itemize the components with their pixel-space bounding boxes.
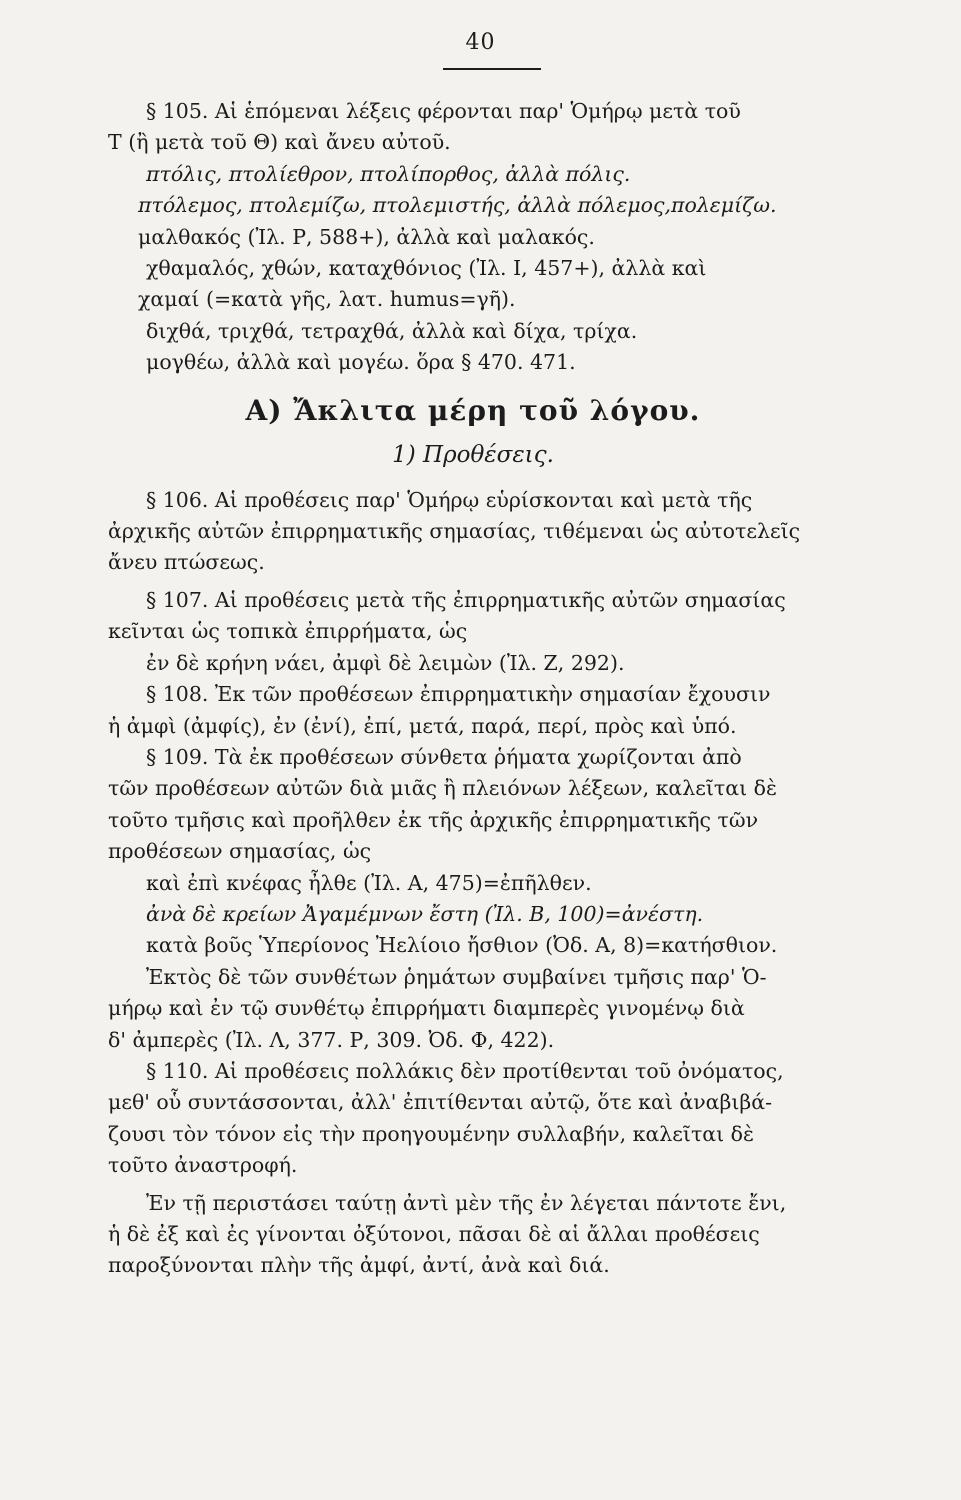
page-body [108,96,838,1282]
text-line: § 106. Αἱ προθέσεις παρ' Ὁμήρῳ εὑρίσκονται καὶ μετὰ τῆς [146,487,753,512]
section-heading: Α) Ἄκλιτα μέρη τοῦ λόγου. [245,393,701,427]
text-line: Ἐκτὸς δὲ τῶν συνθέτων ῥημάτων συμβαίνει τμῆσις παρ' Ὁ- [146,964,767,989]
text-line: Τ (ἢ μετὰ τοῦ Θ) καὶ ἄνευ αὐτοῦ. [108,130,451,155]
text-line: μήρῳ καὶ ἐν τῷ συνθέτῳ ἐπιρρήματι διαμπερὲς γινομένῳ διὰ [108,996,745,1021]
text-line: κεῖνται ὡς τοπικὰ ἐπιρρήματα, ὡς [108,619,468,644]
text-line: πτόλις, πτολίεθρον, πτολίπορθος, ἀλλὰ πόλις. [146,161,631,186]
paragraph-107 [108,585,838,679]
paragraph-109 [108,742,838,1056]
text-line: παροξύνονται πλὴν τῆς ἀμφί, ἀντί, ἀνὰ καὶ διά. [108,1253,610,1278]
text-line: δ' ἀμπερὲς (Ἰλ. Λ, 377. Ρ, 309. Ὀδ. Φ, 422). [108,1027,555,1052]
text-line: προθέσεων σημασίας, ὡς [108,839,372,864]
text-line: κατὰ βοῦς Ὑπερίονος Ἠελίοιο ἤσθιον (Ὀδ. Α, 8)=κατήσθιον. [146,933,778,958]
text-line: § 105. Αἱ ἑπόμεναι λέξεις φέρονται παρ' Ὁμήρῳ μετὰ τοῦ [146,99,741,123]
text-line: ἡ ἀμφὶ (ἀμφίς), ἐν (ἐνί), ἐπί, μετά, παρά, περί, πρὸς καὶ ὑπό. [108,713,737,738]
page-number: 40 [465,30,496,55]
text-line: § 107. Αἱ προθέσεις μετὰ τῆς ἐπιρρηματικῆς αὐτῶν σημασίας [146,587,786,612]
paragraph-110-continued [108,1188,838,1282]
page-number-rule [443,68,541,70]
text-line: ἀνὰ δὲ κρείων Ἀγαμέμνων ἔστη (Ἰλ. Β, 100)=ἀνέστη. [146,901,704,926]
paragraph-106 [108,485,838,579]
text-line: § 108. Ἐκ τῶν προθέσεων ἐπιρρηματικὴν σημασίαν ἔχουσιν [146,682,771,707]
text-line: § 110. Αἱ προθέσεις πολλάκις δὲν προτίθενται τοῦ ὀνόματος, [146,1058,784,1083]
text-line: ἀρχικῆς αὐτῶν ἐπιρρηματικῆς σημασίας, τιθέμεναι ὡς αὐτοτελεῖς [108,519,801,544]
text-line: μογθέω, ἀλλὰ καὶ μογέω. ὅρα § 470. 471. [146,350,576,375]
text-line: τῶν προθέσεων αὐτῶν διὰ μιᾶς ἢ πλειόνων λέξεων, καλεῖται δὲ [108,776,778,801]
text-line: καὶ ἐπὶ κνέφας ἦλθε (Ἰλ. Α, 475)=ἐπῆλθεν. [146,870,592,895]
text-line: § 109. Τὰ ἐκ προθέσεων σύνθετα ῥήματα χωρίζονται ἀπὸ [146,744,742,769]
text-line: πτόλεμος, πτολεμίζω, πτολεμιστής, ἀλλὰ πόλεμος,πολεμίζω. [138,193,777,218]
text-line: χαμαί (=κατὰ γῆς, λατ. humus=γῆ). [138,287,516,312]
text-line: διχθά, τριχθά, τετραχθά, ἀλλὰ καὶ δίχα, τρίχα. [146,318,638,343]
text-line: μεθ' οὗ συντάσσονται, ἀλλ' ἐπιτίθενται αὐτῷ, ὅτε καὶ ἀναβιβά- [108,1090,773,1115]
text-line: Ἐν τῇ περιστάσει ταύτῃ ἀντὶ μὲν τῆς ἐν λέγεται πάντοτε ἔνι, [146,1190,787,1215]
text-line: ζουσι τὸν τόνον εἰς τὴν προηγουμένην συλλαβήν, καλεῖται δὲ [108,1121,755,1146]
text-line: ἄνευ πτώσεως. [108,550,265,575]
text-line: τοῦτο τμῆσις καὶ προῆλθεν ἐκ τῆς ἀρχικῆς ἐπιρρηματικῆς τῶν [108,807,759,832]
text-line: τοῦτο ἀναστροφή. [108,1153,298,1178]
section-subheading: 1) Προθέσεις. [392,441,554,468]
text-line: ἐν δὲ κρήνη νάει, ἀμφὶ δὲ λειμὼν (Ἰλ. Ζ, 292). [146,650,625,675]
paragraph-105 [108,96,838,379]
text-line: μαλθακός (Ἰλ. Ρ, 588+), ἀλλὰ καὶ μαλακός. [138,224,595,249]
text-line: ἡ δὲ ἐξ καὶ ἐς γίνονται ὀξύτονοι, πᾶσαι δὲ αἱ ἄλλαι προθέσεις [108,1222,760,1246]
text-line: χθαμαλός, χθών, καταχθόνιος (Ἰλ. Ι, 457+), ἀλλὰ καὶ [146,256,707,281]
paragraph-110 [108,1056,838,1182]
paragraph-108 [108,679,838,742]
